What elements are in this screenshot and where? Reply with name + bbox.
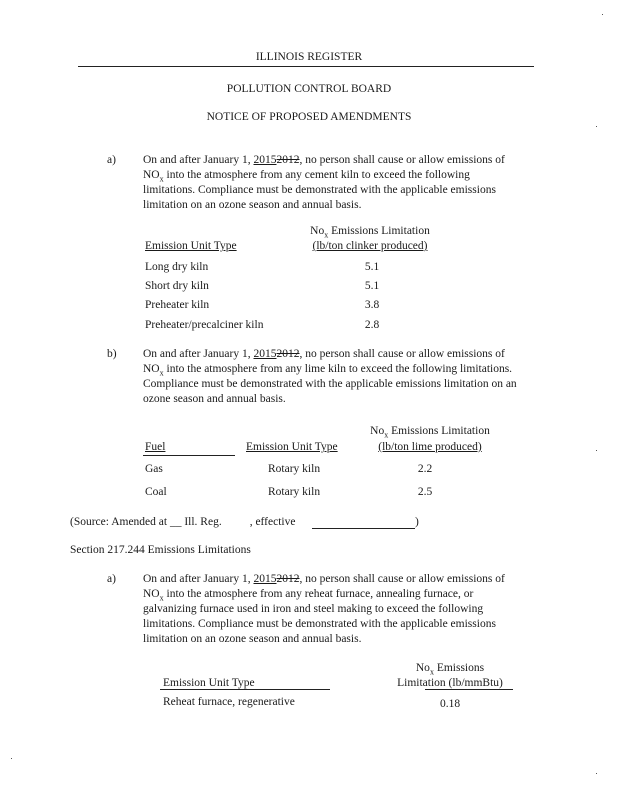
section-b-line-2: $NO_x$ into the atmosphere from any lime kiln to exceed the following limitations. [143,363,513,378]
table-a-col2-header-2: (lb/ton clinker produced) [312,240,428,252]
table-c-col1-rule [160,689,330,690]
table-row: Short dry kiln [145,280,209,292]
section-244a-line-5: limitation on an ozone season and annual basis. [143,633,362,645]
year-old: 2012 [276,573,300,585]
table-cell-value: 2.5 [417,486,433,498]
table-cell-value: 2.8 [364,319,380,331]
section-b-line-3: Compliance must be demonstrated with the applicable emissions limitation on an [143,378,517,390]
table-cell-type: Rotary kiln [268,486,321,498]
table-c-col2-header-2: Limitation (lb/mmBtu) [397,677,503,689]
table-b-col3-header-1: $No_x$ Emissions Limitation [370,425,490,440]
nox-text: NO [143,169,160,181]
section-244a-line-4: limitations. Compliance must be demonstrated with the applicable emissions [143,618,496,630]
table-a-col2-header-1: $No_x$ Emissions Limitation [310,225,430,240]
table-b-col2-header: Emission Unit Type [246,441,338,453]
table-c-col1-header: Emission Unit Type [163,677,255,689]
source-note: (Source: Amended at __ Ill. Reg. , effective [70,516,296,528]
year-old: 2012 [276,154,300,166]
scan-speck [596,773,597,774]
section-b-line-1: On and after January 1, 20152012, no person shall cause or allow emissions of [143,348,505,360]
effective-blank [312,528,415,529]
section-244a-line-1: On and after January 1, 20152012, no person shall cause or allow emissions of [143,573,505,585]
table-cell-value: 3.8 [364,299,380,311]
nox-sub: x [159,174,164,184]
table-row: Gas [145,463,163,475]
table-b-col1-header: Fuel [145,441,166,453]
board-title: POLLUTION CONTROL BOARD [226,83,392,95]
table-row: Reheat furnace, regenerative [163,696,295,708]
header-rule [78,66,534,67]
section-244a-line-2: $NO_x$ into the atmosphere from any reheat furnace, annealing furnace, or [143,588,474,603]
section-244a-label: a) [107,573,116,585]
table-row: Preheater kiln [145,299,210,311]
table-cell-value: 5.1 [364,280,380,292]
table-cell-value: 0.18 [439,698,461,710]
section-heading: Section 217.244 Emissions Limitations [70,544,251,556]
section-b-label: b) [107,348,117,360]
table-c-col2-header-1: $No_x$ Emissions [415,662,485,677]
table-cell-type: Rotary kiln [268,463,321,475]
table-cell-value: 5.1 [364,261,380,273]
section-b-line-4: ozone season and annual basis. [143,393,286,405]
section-244a-line-3: galvanizing furnace used in iron and steel making to exceed the following [143,603,484,615]
table-c-col2-rule [425,689,513,690]
scan-speck [596,450,597,451]
register-title: ILLINOIS REGISTER [255,51,363,63]
table-b-col3-header-2: (lb/ton lime produced) [378,441,482,453]
scan-speck [11,758,12,759]
table-row: Coal [145,486,167,498]
source-close: ) [415,516,419,528]
section-a-line2-rest: into the atmosphere from any cement kiln to exceed the following [163,169,470,181]
section-a-line-2 [143,168,470,183]
scan-speck [602,14,603,15]
section-a-lead: On and after January 1, [143,154,254,166]
scan-speck [596,126,597,127]
section-a-line-3: limitations. Compliance must be demonstrated with the applicable emissions [143,184,496,196]
section-a-label: a) [107,154,116,166]
table-row: Long dry kiln [145,261,209,273]
table-b-header-rule [143,455,235,456]
year-new: 2015 [253,154,277,166]
table-a-col1-header: Emission Unit Type [145,240,237,252]
year-new: 2015 [253,573,277,585]
section-a-line-4: limitation on an ozone season and annual basis. [143,199,362,211]
year-new: 2015 [253,348,277,360]
table-cell-value: 2.2 [417,463,433,475]
notice-title: NOTICE OF PROPOSED AMENDMENTS [206,111,412,123]
year-old: 2012 [276,348,300,360]
section-a-line1-rest: , no person shall cause or allow emissions of [299,154,505,166]
table-row: Preheater/precalciner kiln [145,319,264,331]
section-a-line-1 [143,153,505,168]
